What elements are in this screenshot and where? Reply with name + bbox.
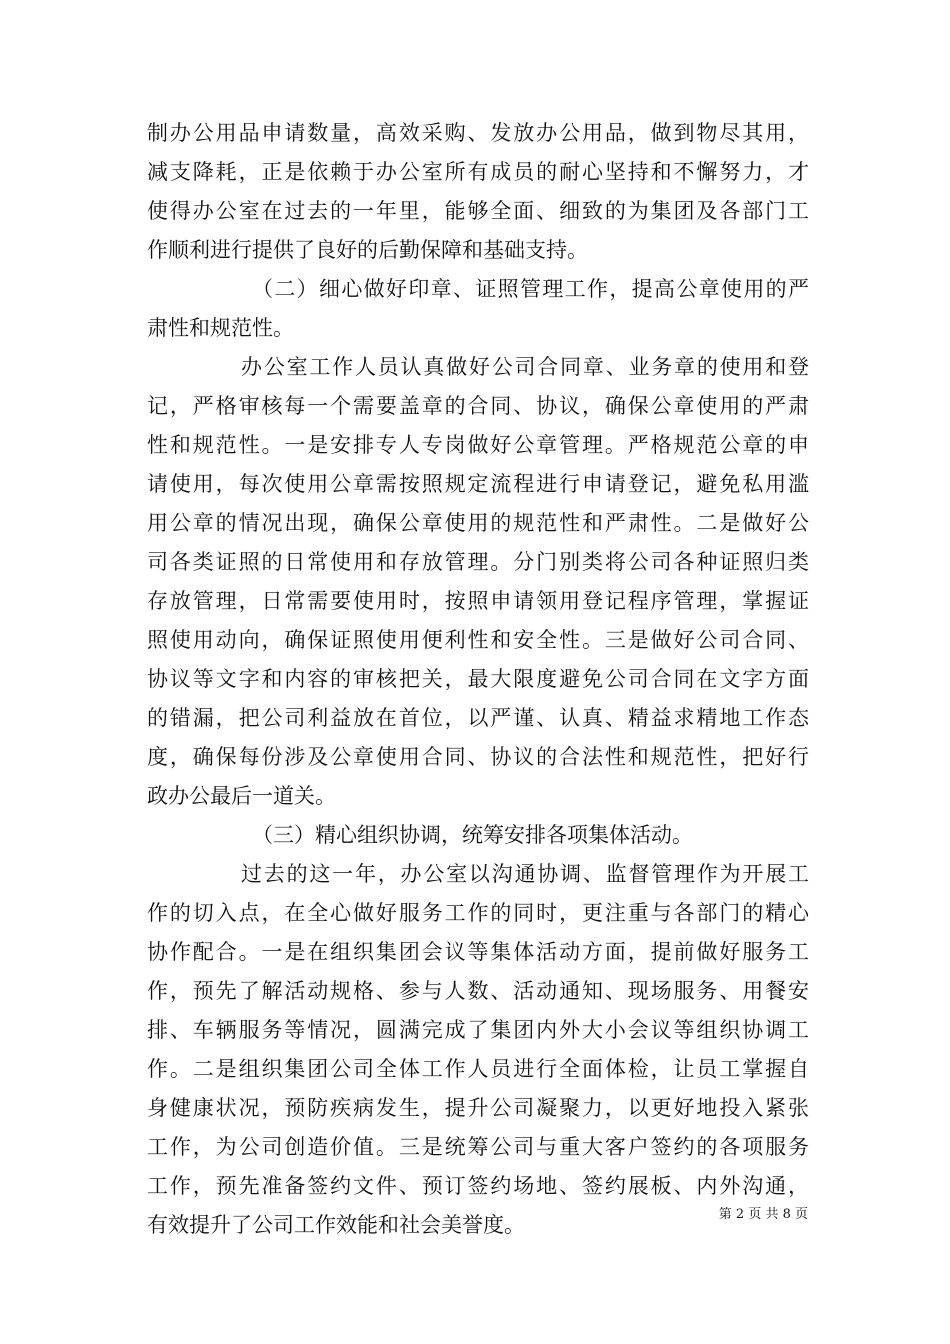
text-line: 制办公用品申请数量，高效采购、发放办公用品，做到物尽其用，: [147, 121, 809, 145]
text-line: 度，确保每份涉及公章使用合同、协议的合法性和规范性，把好行: [147, 745, 809, 769]
text-line: 工作，预先准备签约文件、预订签约场地、签约展板、内外沟通，: [147, 1174, 809, 1198]
text-line: 记，严格审核每一个需要盖章的合同、协议，确保公章使用的严肃: [147, 394, 809, 418]
text-line: 使得办公室在过去的一年里，能够全面、细致的为集团及各部门工: [147, 199, 809, 223]
text-line: 减支降耗，正是依赖于办公室所有成员的耐心坚持和不懈努力，才: [147, 160, 809, 184]
paragraph-start: 过去的这一年，办公室以沟通协调、监督管理作为开展工: [241, 862, 809, 886]
text-line: 作的切入点，在全心做好服务工作的同时，更注重与各部门的精心: [147, 901, 809, 925]
paragraph-start: 办公室工作人员认真做好公司合同章、业务章的使用和登: [241, 355, 809, 379]
page-number: 第 2 页 共 8 页: [718, 1207, 808, 1222]
text-line: 作。二是组织集团公司全体工作人员进行全面体检，让员工掌握自: [147, 1057, 809, 1081]
text-line: 作顺利进行提供了良好的后勤保障和基础支持。: [147, 238, 588, 262]
text-line: 工作，为公司创造价值。三是统筹公司与重大客户签约的各项服务: [147, 1135, 809, 1159]
text-line: 性和规范性。一是安排专人专岗做好公章管理。严格规范公章的申: [147, 433, 809, 457]
section-heading: （三）精心组织协调，统筹安排各项集体活动。: [252, 823, 693, 847]
section-heading-continued: 肃性和规范性。: [147, 316, 294, 340]
text-line: 身健康状况，预防疾病发生，提升公司凝聚力，以更好地投入紧张: [147, 1096, 809, 1120]
text-line: 的错漏，把公司利益放在首位，以严谨、认真、精益求精地工作态: [147, 706, 809, 730]
text-line: 协议等文字和内容的审核把关，最大限度避免公司合同在文字方面: [147, 667, 809, 691]
text-line: 照使用动向，确保证照使用便利性和安全性。三是做好公司合同、: [147, 628, 809, 652]
text-line: 司各类证照的日常使用和存放管理。分门别类将公司各种证照归类: [147, 550, 809, 574]
text-line: 作，预先了解活动规格、参与人数、活动通知、现场服务、用餐安: [147, 979, 809, 1003]
text-line: 存放管理，日常需要使用时，按照申请领用登记程序管理，掌握证: [147, 589, 809, 613]
text-line: 有效提升了公司工作效能和社会美誉度。: [147, 1213, 525, 1237]
text-line: 请使用，每次使用公章需按照规定流程进行申请登记，避免私用滥: [147, 472, 809, 496]
text-line: 用公章的情况出现，确保公章使用的规范性和严肃性。二是做好公: [147, 511, 809, 535]
text-line: 排、车辆服务等情况，圆满完成了集团内外大小会议等组织协调工: [147, 1018, 809, 1042]
body-text: [147, 114, 809, 1245]
section-heading: （二）细心做好印章、证照管理工作，提高公章使用的严: [252, 277, 809, 301]
text-line: 政办公最后一道关。: [147, 784, 336, 808]
text-line: 协作配合。一是在组织集团会议等集体活动方面，提前做好服务工: [147, 940, 809, 964]
